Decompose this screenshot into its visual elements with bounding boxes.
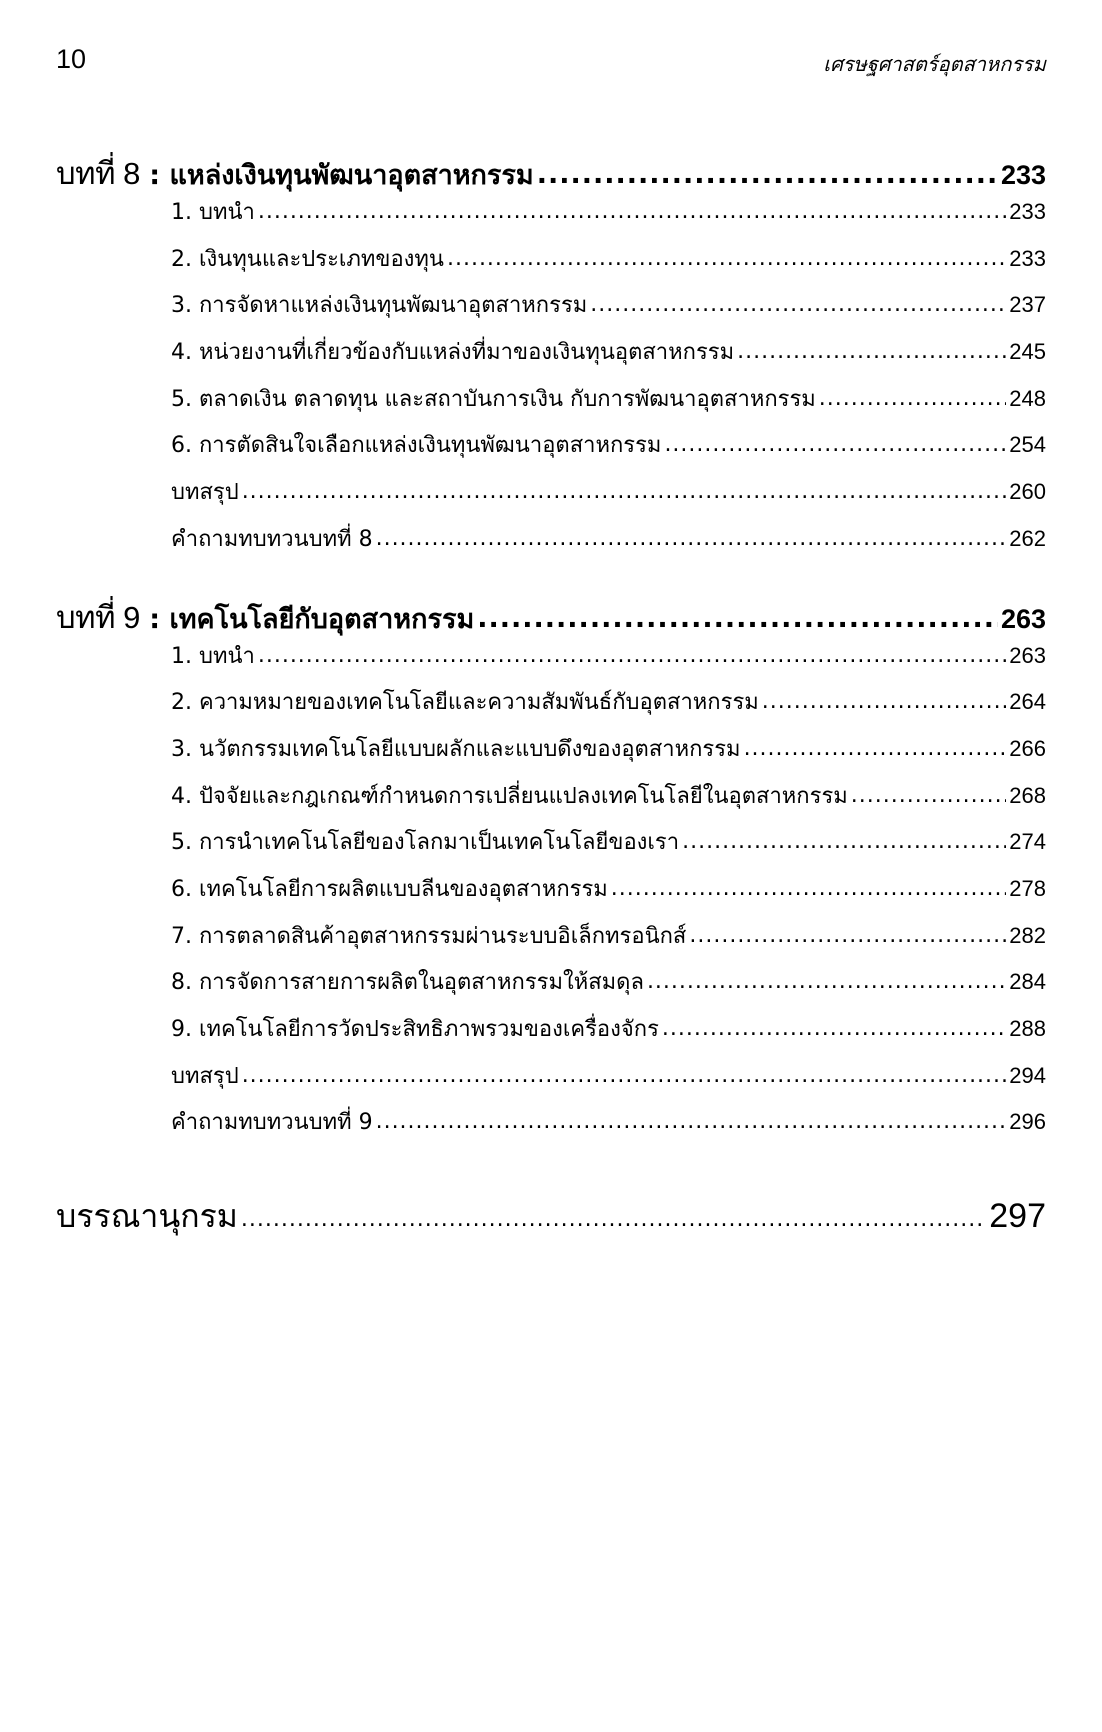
- chapter-heading[interactable]: [56, 148, 1046, 194]
- dot-leader: [647, 969, 1006, 994]
- entry-title: 6. เทคโนโลยีการผลิตแบบลีนของอุตสาหกรรม: [171, 876, 608, 902]
- chapter-prefix: บทที่ 8: [56, 156, 140, 191]
- dot-leader: [682, 829, 1006, 854]
- dot-leader: [737, 339, 1006, 364]
- entry-title: 6. การตัดสินใจเลือกแหล่งเงินทุนพัฒนาอุตสาหกรรม: [171, 433, 662, 459]
- entry-title: บทสรุป: [171, 1063, 239, 1089]
- dot-leader: [477, 603, 998, 634]
- entry-page-number: 254: [1009, 432, 1046, 458]
- toc-entry[interactable]: [56, 241, 1046, 288]
- dot-leader: [242, 479, 1007, 504]
- bibliography-title: บรรณานุกรม: [56, 1198, 238, 1235]
- table-of-contents: [56, 148, 1046, 1247]
- toc-entry[interactable]: [56, 474, 1046, 521]
- entry-page-number: 296: [1009, 1109, 1046, 1135]
- entry-page-number: 274: [1009, 829, 1046, 855]
- entry-title: 5. ตลาดเงิน ตลาดทุน และสถาบันการเงิน กับการพัฒนาอุตสาหกรรม: [171, 386, 816, 412]
- toc-entry[interactable]: [56, 638, 1046, 685]
- entry-page-number: 266: [1009, 735, 1046, 761]
- entry-page-number: 288: [1009, 1016, 1046, 1041]
- entry-title: 4. ปัจจัยและกฎเกณฑ์กำหนดการเปลี่ยนแปลงเทคโนโลยีในอุตสาหกรรม: [171, 783, 848, 809]
- bibliography-heading[interactable]: [56, 1191, 1046, 1247]
- chapter-8-block: [56, 148, 1046, 568]
- chapter-page-number: 233: [1000, 160, 1046, 190]
- dot-leader: [762, 689, 1007, 714]
- dot-leader: [258, 199, 1006, 224]
- entry-page-number: 233: [1009, 199, 1046, 224]
- dot-leader: [590, 292, 1006, 317]
- entry-page-number: 260: [1009, 479, 1046, 505]
- toc-entry[interactable]: [56, 778, 1046, 825]
- dot-leader: [376, 526, 1007, 551]
- entry-page-number: 233: [1009, 245, 1046, 271]
- dot-leader: [851, 783, 1007, 808]
- entry-title: คำถามทบทวนบทที่ 8: [171, 526, 373, 552]
- dot-leader: [258, 643, 1006, 668]
- bibliography-page-number: 297: [989, 1197, 1046, 1236]
- entry-page-number: 248: [1009, 385, 1046, 411]
- entry-page-number: 278: [1009, 875, 1046, 901]
- entry-page-number: 237: [1009, 292, 1046, 318]
- toc-entry[interactable]: [56, 287, 1046, 334]
- chapter-title-text: : เทคโนโลยีกับอุตสาหกรรม: [139, 603, 475, 635]
- dot-leader: [819, 386, 1007, 411]
- entry-page-number: 264: [1009, 689, 1046, 715]
- chapter-title-text: : แหล่งเงินทุนพัฒนาอุตสาหกรรม: [139, 160, 534, 191]
- toc-entry[interactable]: [56, 334, 1046, 381]
- dot-leader: [376, 1109, 1007, 1134]
- running-header: [56, 44, 1046, 84]
- entry-title: 2. ความหมายของเทคโนโลยีและความสัมพันธ์กับอุตสาหกรรม: [171, 690, 759, 716]
- entry-title: 8. การจัดการสายการผลิตในอุตสาหกรรมให้สมดุล: [171, 970, 644, 996]
- entry-title: 1. บทนำ: [171, 200, 255, 225]
- entry-page-number: 263: [1009, 642, 1046, 668]
- entry-title: 3. นวัตกรรมเทคโนโลยีแบบผลักและแบบดึงของอุตสาหกรรม: [171, 736, 741, 762]
- entry-page-number: 262: [1009, 525, 1046, 551]
- entry-title: 1. บทนำ: [171, 643, 255, 669]
- dot-leader: [664, 432, 1006, 457]
- dot-leader: [689, 923, 1006, 948]
- entry-page-number: 284: [1009, 969, 1046, 995]
- toc-entry[interactable]: [56, 1011, 1046, 1058]
- toc-entry[interactable]: [56, 871, 1046, 918]
- chapter-page-number: 263: [1000, 603, 1046, 634]
- entry-page-number: 282: [1009, 922, 1046, 948]
- entry-title: 2. เงินทุนและประเภทของทุน: [171, 246, 444, 272]
- entry-title: คำถามทบทวนบทที่ 9: [171, 1110, 373, 1136]
- entry-page-number: 245: [1009, 339, 1046, 365]
- entry-title: 5. การนำเทคโนโลยีของโลกมาเป็นเทคโนโลยีของเรา: [171, 830, 680, 856]
- toc-entry[interactable]: [56, 1104, 1046, 1151]
- toc-entry[interactable]: [56, 1058, 1046, 1105]
- chapter-9-block: [56, 592, 1046, 1152]
- toc-entry[interactable]: [56, 427, 1046, 474]
- entry-page-number: 268: [1009, 782, 1046, 808]
- toc-entry[interactable]: [56, 521, 1046, 568]
- dot-leader: [241, 1207, 986, 1232]
- dot-leader: [611, 876, 1007, 901]
- toc-entry[interactable]: [56, 964, 1046, 1011]
- dot-leader: [744, 736, 1007, 761]
- book-title: เศรษฐศาสตร์อุตสาหกรรม: [823, 52, 1046, 76]
- chapter-heading[interactable]: [56, 592, 1046, 638]
- chapter-title: [56, 148, 534, 198]
- dot-leader: [447, 246, 1006, 271]
- toc-entry[interactable]: [56, 918, 1046, 965]
- toc-entry[interactable]: [56, 194, 1046, 241]
- toc-entry[interactable]: [56, 824, 1046, 871]
- entry-title: 4. หน่วยงานที่เกี่ยวข้องกับแหล่งที่มาของเงินทุนอุตสาหกรรม: [171, 340, 735, 366]
- entry-title: 9. เทคโนโลยีการวัดประสิทธิภาพรวมของเครื่องจักร: [171, 1017, 659, 1042]
- entry-title: 7. การตลาดสินค้าอุตสาหกรรมผ่านระบบอิเล็กทรอนิกส์: [171, 923, 687, 949]
- toc-entry[interactable]: [56, 684, 1046, 731]
- toc-entry[interactable]: [56, 731, 1046, 778]
- toc-entry[interactable]: [56, 381, 1046, 428]
- dot-leader: [662, 1016, 1006, 1041]
- chapter-prefix: บทที่ 9: [56, 599, 140, 635]
- dot-leader: [537, 159, 998, 190]
- entry-title: 3. การจัดหาแหล่งเงินทุนพัฒนาอุตสาหกรรม: [171, 293, 588, 319]
- entry-title: บทสรุป: [171, 480, 239, 506]
- entry-page-number: 294: [1009, 1062, 1046, 1088]
- dot-leader: [242, 1063, 1007, 1088]
- chapter-title: [56, 592, 474, 642]
- page-number: 10: [56, 44, 87, 74]
- section-spacer: [56, 568, 1046, 592]
